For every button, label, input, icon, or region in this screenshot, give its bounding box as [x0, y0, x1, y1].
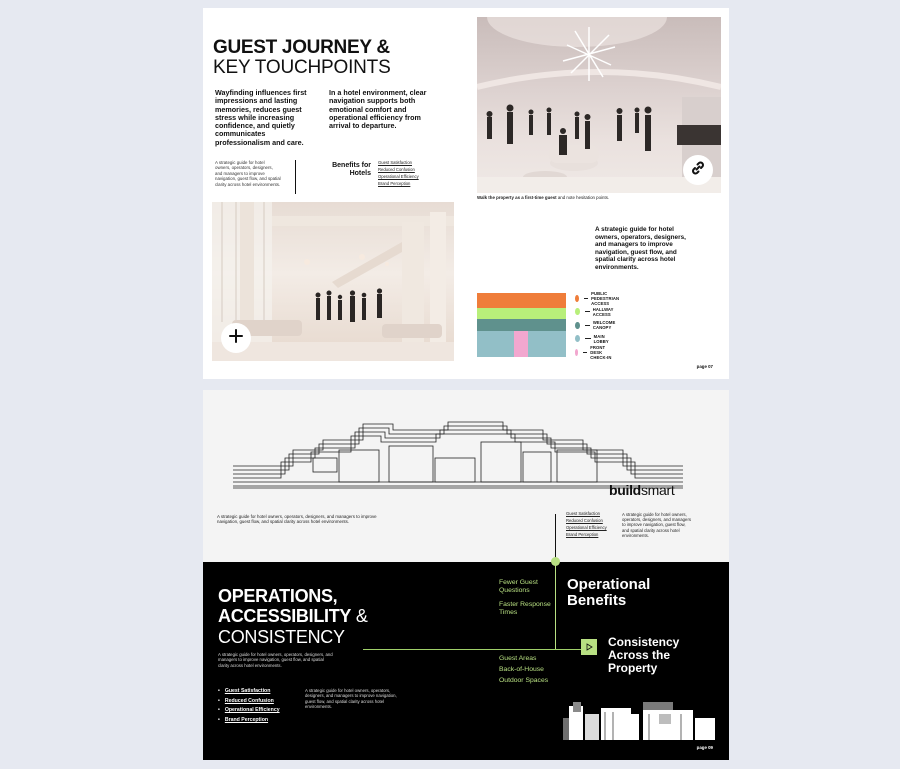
benefit-link[interactable]: • Guest Satisfaction [218, 687, 280, 697]
strategic-guide-heading: A strategic guide for hotel owners, operators, designers, and managers to improve navigation, guest flow, and spatial clarity across hotel environments. [595, 226, 686, 271]
title-bold: ACCESSIBILITY [218, 606, 352, 626]
page-title-light: KEY TOUCHPOINTS [213, 57, 391, 78]
dark-panel-text: A strategic guide for hotel owners, operators, designers, and managers to improve navigation, guest flow, and spatial clarity across hotel environments. [218, 652, 333, 668]
legend-label: MAIN LOBBY [593, 333, 609, 344]
zone-bar-canopy [477, 319, 566, 331]
section-title-line1: OPERATIONS, [218, 586, 338, 606]
benefit-link[interactable]: Reduced Confusion [566, 518, 603, 523]
operational-benefits-heading: Operational Benefits [567, 576, 651, 609]
legend-label: WELCOME CANOPY [592, 320, 616, 330]
title-amp: & [351, 606, 368, 626]
benefit-link[interactable]: Operational Efficiency [378, 174, 419, 179]
legend-dot [575, 295, 579, 302]
page-title-bold: GUEST JOURNEY & [213, 37, 390, 58]
benefits-list [378, 159, 419, 187]
caption-rest: and note hesitation points. [556, 195, 610, 200]
benefit-link[interactable]: Operational Efficiency [566, 525, 607, 530]
legend-item [575, 308, 619, 316]
section-title-line2 [218, 606, 368, 626]
atrium-photo [212, 202, 454, 361]
benefits-list [566, 510, 607, 538]
benefit-link[interactable]: • Brand Perception [218, 716, 280, 726]
link-button[interactable] [683, 155, 713, 185]
legend-item [575, 335, 613, 343]
intro-right: In a hotel environment, clear navigation supports both emotional comfort and operational efficiency from arrival to departure. [329, 88, 427, 131]
page-number: page 09 [696, 745, 713, 750]
benefit-link[interactable]: Guest Satisfaction [378, 160, 412, 165]
legend-item [575, 321, 621, 329]
zone-bar-hallway [477, 308, 566, 319]
benefit-fewer-questions: Fewer Guest Questions [499, 579, 538, 594]
zone-bar-lobby [477, 331, 566, 357]
legend-item [575, 290, 626, 306]
plus-icon [228, 328, 244, 349]
legend-dot [575, 335, 580, 342]
add-button[interactable] [221, 323, 251, 353]
green-connector-horizontal [363, 649, 581, 650]
intro-left: Wayfinding influences first impressions and lasting memories, reduces guest stress while increasing confidence, and quietly communicates professionalism and care. [215, 88, 307, 147]
legend-label: PUBLIC PEDESTRIAN ACCESS [591, 290, 620, 306]
brand-bold: build [609, 482, 641, 498]
benefit-link[interactable]: Brand Perception [566, 532, 599, 537]
brand-logo [609, 482, 674, 498]
link-icon [690, 160, 706, 181]
benefits-heading: Benefits for Hotels [332, 162, 371, 177]
area-back-of-house: Back-of-House [499, 666, 544, 673]
benefit-link[interactable]: Reduced Confusion [378, 167, 415, 172]
building-silhouette [563, 700, 719, 740]
play-button[interactable] [581, 639, 597, 655]
zone-bar-public [477, 293, 566, 308]
strategic-guide-text: A strategic guide for hotel owners, operators, designers, and managers to improve navigation, guest flow, and spatial clarity across hotel environments. [217, 514, 377, 525]
benefit-link[interactable]: Brand Perception [378, 181, 411, 186]
page-07 [203, 8, 729, 379]
area-guest: Guest Areas [499, 655, 537, 662]
strategic-guide-text: A strategic guide for hotel owners, operators, designers, and managers to improve navigation, guest flow, and spatial clarity across hotel environments. [215, 160, 281, 187]
lobby-photo [477, 17, 721, 193]
photo-caption [477, 195, 609, 200]
legend-item [575, 344, 615, 360]
divider [295, 160, 296, 194]
caption-bold: Walk the property as a first-time guest [477, 195, 557, 200]
section-title-line3: CONSISTENCY [218, 627, 345, 647]
dark-panel-text-2: A strategic guide for hotel owners, operators, designers, and managers to improve navigation, guest flow, and spatial clarity across hotel environments. [305, 688, 397, 709]
strategic-guide-text-right: A strategic guide for hotel owners, operators, designers, and managers to improve navigation, guest flow, and spatial clarity across hotel environments. [622, 512, 692, 538]
dark-benefits-list [218, 687, 280, 725]
zone-diagram [477, 293, 566, 357]
legend-dot [575, 308, 580, 315]
area-outdoor: Outdoor Spaces [499, 677, 549, 684]
divider [555, 514, 556, 562]
benefit-link[interactable]: Guest Satisfaction [566, 511, 600, 516]
play-icon [585, 638, 593, 656]
benefit-link[interactable]: • Reduced Confusion [218, 697, 280, 707]
consistency-heading: Consistency Across the Property [608, 635, 680, 675]
benefit-faster-response: Faster Response Times [499, 601, 551, 616]
page-09 [203, 390, 729, 760]
benefit-link[interactable]: • Operational Efficiency [218, 706, 280, 716]
legend-dot [575, 322, 580, 329]
legend-label: FRONT DESK CHECK-IN [590, 344, 612, 360]
zone-bar-frontdesk [514, 331, 528, 357]
legend-dot [575, 349, 578, 356]
page-number: page 07 [696, 364, 713, 369]
green-node [551, 557, 560, 566]
brand-rest: smart [640, 482, 675, 498]
legend-label: HALLWAY ACCESS [592, 306, 614, 317]
